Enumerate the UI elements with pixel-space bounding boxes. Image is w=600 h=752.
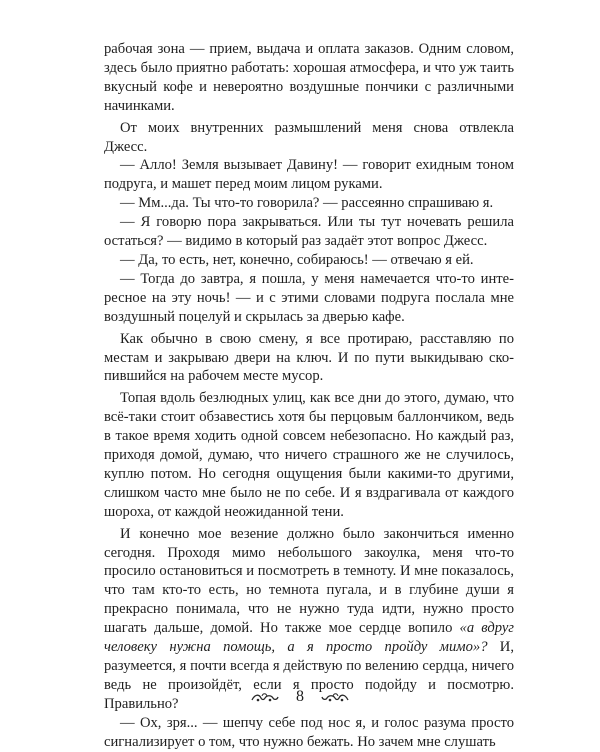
- floral-ornament-icon: [250, 691, 280, 703]
- italic-quote: «а вдруг человеку нужна помощь, а я просто пройду мимо»?: [104, 620, 514, 656]
- page-footer: [0, 686, 600, 708]
- dialogue-line: — Тогда до завтра, я пошла, у меня намечается что-то интересное на эту ночь! — и с этими словами подруга послала мне воздушный поцелуй и скрылась за дверью кафе.: [104, 270, 514, 325]
- dialogue-line: — Да, то есть, нет, конечно, собираюсь! — отвечаю я ей.: [120, 251, 474, 268]
- paragraph: Топая вдоль безлюдных улиц, как все дни до этого, думаю, что всё-таки стоит обзавестись хотя бы перцовым баллончиком, ведь в такое время ходить одной совсем небезопасно. Но каждый раз, приходя домой, думаю, что ничего страшного же не случилось, куплю потом. Но сегодня ощущения были какими-то другими, слишком часто мне было не по себе. И я вздрагивала от каждого шороха, от каждой неожиданной тени.: [104, 390, 514, 520]
- body-text: [104, 40, 514, 752]
- dialogue-line: — Ох, зря... — шепчу себе под нос я, и голос разума просто сигнализирует о том, что нужно бежать. Но зачем мне слушать: [104, 714, 514, 750]
- dialogue-line: — Я говорю пора закрываться. Или ты тут ночевать решила остаться? — видимо в который раз задаёт этот вопрос Джесс.: [104, 214, 514, 250]
- floral-ornament-icon: [320, 691, 350, 703]
- paragraph: рабочая зона — прием, выдача и оплата заказов. Одним словом, здесь было приятно работать: хорошая атмосфера, и что уж таить вкусный кофе и невероятно воздушные пончики с различными начинками.: [104, 41, 514, 114]
- paragraph: Как обычно в свою смену, я все протираю, расставляю по местам и закрываю двери на ключ. И по пути выкидываю скопившийся на рабочем месте мусор.: [104, 330, 514, 385]
- dialogue-line: — Мм...да. Ты что-то говорила? — рассеянно спрашиваю я.: [120, 195, 494, 212]
- paragraph: От моих внутренних размышлений меня снова отвлекла Джесс.: [104, 119, 514, 155]
- dialogue-line: — Алло! Земля вызывает Давину! — говорит ехидным тоном подруга, и машет перед моим лицом руками.: [104, 157, 514, 193]
- paragraph-text: И конечно мое везение должно было закончиться именно сегодня. Проходя мимо небольшого закоулка, меня что-то просило остановиться и посмотреть в темноту. И мне показалось, что там кто-то есть, но темнота пугала, и в глубине души я прекрасно понимала, что не нужно туда идти, нужно просто шагать дальше, домой. Но также мое сердце вопило: [104, 525, 514, 637]
- paragraph-text: И, разумеется, я почти всегда я действую по велению сердца, ничего ведь не произойдёт, если я просто подойду и посмотрю. Правильно?: [104, 639, 514, 712]
- page-number: 8: [296, 688, 304, 705]
